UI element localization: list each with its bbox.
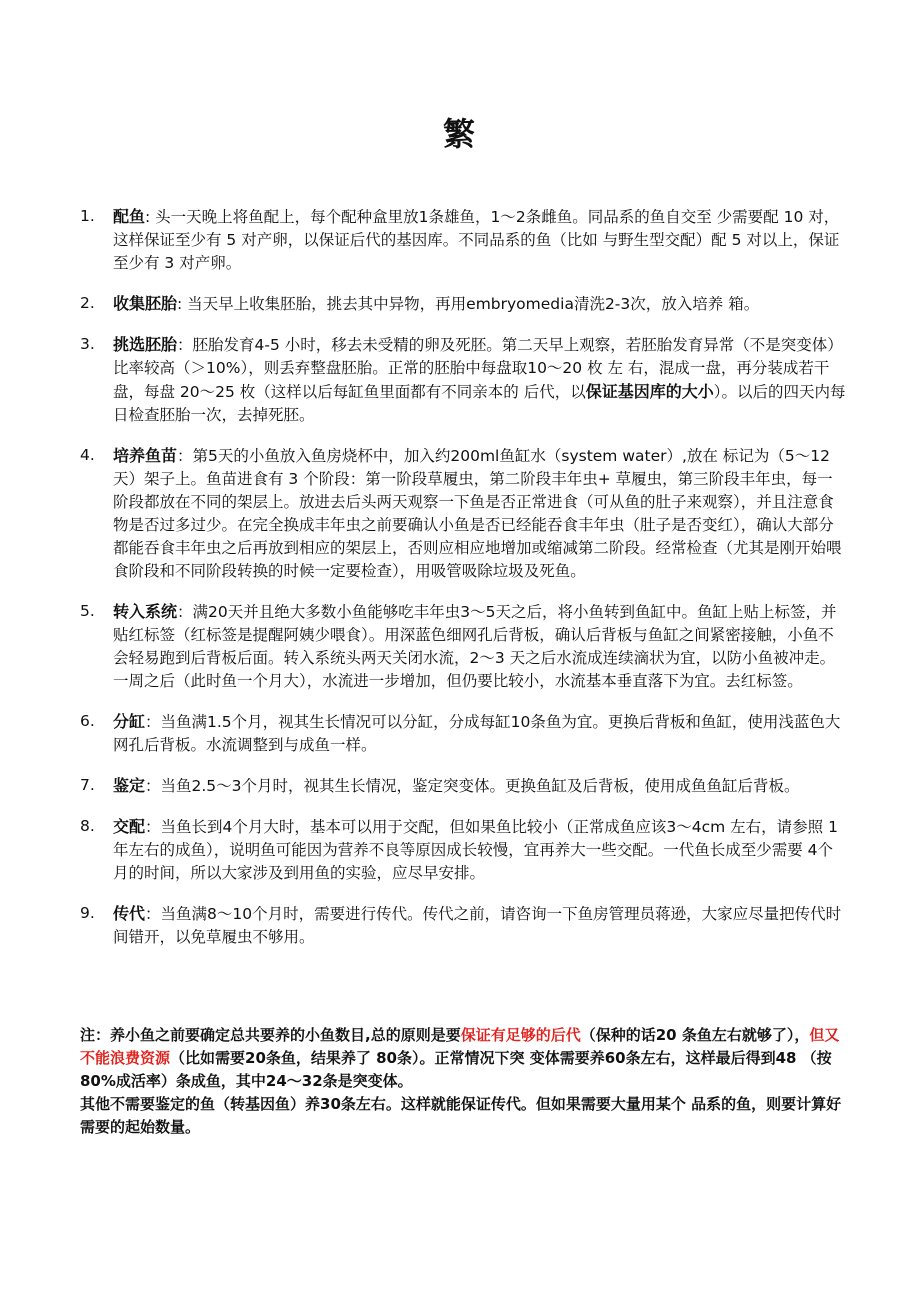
step-text: ：当鱼满8～10个月时，需要进行传代。传代之前，请咨询一下鱼房管理员蒋逊，大家应尽量把传代时间错开，以免草履虫不够用。 [113,905,842,946]
step-number: 5. [80,602,95,620]
step-label: 转入系统 [113,602,178,621]
step-text: ：当鱼长到4个月大时，基本可以用于交配，但如果鱼比较小（正常成鱼应该3～4cm 左右，请参照 1 年左右的成鱼），说明鱼可能因为营养不良等原因成长较慢，宜再养大一些交配。一代鱼长成至少需要 4个月的时间，所以大家涉及到用鱼的实验，应尽早安排。 [113,818,838,882]
step-number: 2. [80,294,95,312]
list-item [80,444,848,583]
step-number: 8. [80,817,95,835]
step-text: ：满20天并且绝大多数小鱼能够吃丰年虫3～5天之后，将小鱼转到鱼缸中。鱼缸上贴上标签，并贴红标签（红标签是提醒阿姨少喂食）。用深蓝色细网孔后背板，确认后背板与鱼缸之间紧密接触，小鱼不会轻易跑到后背板后面。转入系统头两天关闭水流，2～3 天之后水流成连续滴状为宜，以防小鱼被冲走。一周之后（此时鱼一个月大），水流进一步增加，但仍要比较小，水流基本垂直落下为宜。去红标签。 [113,603,837,690]
step-label: 传代 [113,904,146,923]
list-item [80,333,848,427]
list-item [80,205,848,275]
step-label: 挑选胚胎 [113,335,178,354]
step-text: : 头一天晚上将鱼配上，每个配种盒里放1条雄鱼，1～2条雌鱼。同品系的鱼自交至 少需要配 10 对，这样保证至少有 5 对产卵，以保证后代的基因库。不同品系的鱼（比如 与野生型交配）配 5 对以上，保证至少有 3 对产卵。 [113,208,840,272]
step-number: 4. [80,446,95,464]
note-highlight: 保证有足够的后代 [460,1026,581,1044]
step-text: : 当天早上收集胚胎，挑去其中异物，再用embryomedia清洗2-3次，放入培养 箱。 [177,295,760,313]
list-item [80,815,848,885]
note-text: （保种的话20 条鱼左右就够了）， [580,1026,810,1044]
step-label: 收集胚胎 [113,294,178,313]
procedure-list [80,205,848,966]
note-text: （比如需要20条鱼，结果养了 80条）。正常情况下突 变体需要养60条左右，这样最后得到48 （按80%成活率）条成鱼，其中24～32条是突变体。 [80,1049,832,1090]
note-text: 其他不需要鉴定的鱼（转基因鱼）养30条左右。这样就能保证传代。但如果需要大量用某个 品系的鱼，则要计算好需要的起始数量。 [80,1095,842,1136]
step-text: ：当鱼2.5～3个月时，视其生长情况，鉴定突变体。更换鱼缸及后背板，使用成鱼鱼缸后背板。 [145,777,800,795]
step-label: 鉴定 [113,776,146,795]
step-label: 分缸 [113,712,146,731]
step-text-after: ）。以后的四天内每日检查胚胎一次，去掉死胚。 [113,383,846,424]
note-section [80,1024,850,1139]
list-item [80,710,848,757]
step-number: 3. [80,335,95,353]
note-paragraph [80,1024,850,1093]
step-number: 1. [80,207,95,225]
step-text: ：当鱼满1.5个月，视其生长情况可以分缸，分成每缸10条鱼为宜。更换后背板和鱼缸，使用浅蓝色大网孔后背板。水流调整到与成鱼一样。 [113,713,841,754]
step-label: 交配 [113,817,146,836]
step-number: 6. [80,712,95,730]
step-label: 培养鱼苗 [113,446,178,465]
step-label: 配鱼 [113,207,146,226]
note-text: 注：养小鱼之前要确定总共要养的小鱼数目,总的原则是要 [80,1026,461,1044]
list-item [80,774,848,798]
step-number: 7. [80,776,95,794]
step-number: 9. [80,904,95,922]
step-text: ：第5天的小鱼放入鱼房烧杯中，加入约200ml鱼缸水（system water）,放在 标记为（5～12 天）架子上。鱼苗进食有 3 个阶段：第一阶段草履虫，第二阶段丰年虫+ 草履虫，第三阶段丰年虫，每一阶段都放在不同的架层上。放进去后头两天观察一下鱼是否正常进食（可从鱼的肚子来观察），并且注意食物是否过多过少。在完全换成丰年虫之前要确认小鱼是否已经能吞食丰年虫（肚子是否变红），确认大部分都能吞食丰年虫之后再放到相应的架层上，否则应相应地增加或缩减第二阶段。经常检查（尤其是刚开始喂食阶段和不同阶段转换的时候一定要检查），用吸管吸除垃圾及死鱼。 [113,447,842,580]
step-emphasis: 保证基因库的大小 [585,382,714,401]
list-item [80,600,848,693]
list-item [80,292,848,316]
list-item [80,902,848,949]
note-paragraph [80,1093,850,1139]
step-text: ：胚胎发育4-5 小时，移去未受精的卵及死胚。第二天早上观察，若胚胎发育异常（不是突变体）比率较高（＞10%），则丢弃整盘胚胎。正常的胚胎中每盘取10～20 枚 左 右，混成一盘，再分装成若干盘，每盘 20～25 枚（这样以后每缸鱼里面都有不同亲本的 后代，以 [113,336,843,401]
note-highlight: 但又不能浪费资源 [80,1026,840,1067]
page-title: 繁 [442,115,477,153]
